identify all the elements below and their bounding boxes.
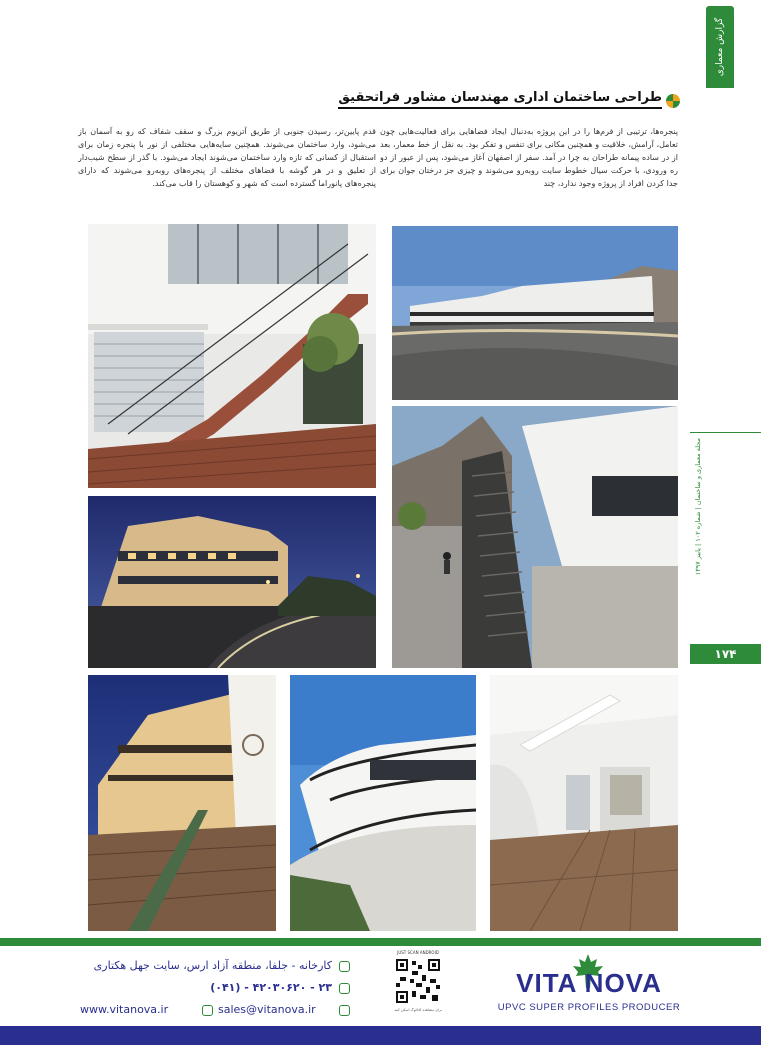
article-title-row bbox=[338, 90, 684, 114]
phone-text: (۰۴۱) - ۴۲۰۳۰۶۲۰ - ۲۳ bbox=[210, 981, 332, 994]
photo-building-night-entrance bbox=[88, 675, 276, 931]
email-link[interactable]: sales@vitanova.ir bbox=[218, 1003, 316, 1016]
vitanova-logo bbox=[484, 954, 694, 1020]
flower-icon bbox=[666, 94, 680, 108]
section-tab bbox=[706, 6, 734, 88]
page-number: ۱۷۴ bbox=[690, 644, 761, 664]
footer-green-band bbox=[0, 938, 761, 946]
photo-building-dusk bbox=[88, 496, 376, 668]
photo-interior-hall bbox=[490, 675, 678, 931]
phone-number bbox=[80, 980, 350, 998]
photo-building-exterior-day bbox=[392, 226, 678, 400]
email-icon bbox=[202, 1005, 213, 1016]
photo-exterior-stairs bbox=[392, 406, 678, 668]
article-column-left: قدم پایین‌تر، رسیدن جنوبی از طریق آتریوم بزرگ و سقف شفاف که رو به آسمان باز می‌شود، وارد ساختمان می‌شوند. همچنین سایه‌هایی مختلفی از نور با پنجره زمان برای استقبال از کسانی که تازه وارد ساختمان می‌شوند ایجاد می‌شود. با گذر از سطح شیب‌دار از تعلیق و در هر گوشه با فضاهای مختلف از پنجره‌های رو‌به‌رو می‌شوند که دارای پنجره‌های پانوراما گسترده است که شهر و کوهستان را قاب می‌کند. bbox=[78, 127, 376, 188]
photo-atrium-staircase bbox=[88, 224, 376, 488]
footer-navy-band bbox=[0, 1026, 761, 1045]
phone-icon bbox=[339, 983, 350, 994]
location-icon bbox=[339, 961, 350, 972]
photo-curved-facade bbox=[290, 675, 476, 931]
factory-address bbox=[80, 958, 350, 976]
brand-tagline: UPVC SUPER PROFILES PRODUCER bbox=[497, 1002, 681, 1013]
address-text: کارخانه - جلفا، منطقه آزاد ارس، سایت جهل هکتاری bbox=[93, 959, 332, 972]
website-link[interactable]: www.vitanova.ir bbox=[80, 1003, 169, 1016]
qr-label: JUST SCAN ANDROID bbox=[397, 950, 439, 955]
qr-code-icon[interactable] bbox=[394, 957, 442, 1005]
qr-note: برای مشاهده کاتالوگ اسکن کنید bbox=[394, 1008, 442, 1012]
brand-name: VITA NOVA bbox=[516, 968, 662, 998]
article-title: طراحی ساختمان اداری مهندسان مشاور فراتحقیق bbox=[338, 90, 662, 109]
article-column-right: پنجره‌ها، ترتیبی از فرم‌ها را در این پروژه به‌دنبال ایجاد فضاهایی برای فعالیت‌هایی چون تعامل، آرامش، خلاقیت و همچنین مکانی برای تنفس و تفکر بود. به نقل از خط معمار، بعد از در ساده پیمانه طراحان به چرا در آمد. سفر از اصفهان آغاز می‌شود، پس از عبور از دو ره ورودی، با حرکت سیال خطوط سایت روبه‌رو می‌شوند و چیزی جز درختان جوان برای جدا کردن افراد از پروژه وجود ندارد، چند bbox=[380, 127, 678, 188]
side-divider bbox=[690, 432, 761, 433]
side-caption: مجله معماری و ساختمان | شماره ۱۰۲ | پاییز ۱۳۹۷ bbox=[694, 438, 702, 576]
web-icon bbox=[339, 1005, 350, 1016]
qr-block bbox=[388, 950, 448, 1020]
web-and-email bbox=[80, 1002, 350, 1020]
section-tab-label: گزارش معماری bbox=[715, 17, 725, 77]
